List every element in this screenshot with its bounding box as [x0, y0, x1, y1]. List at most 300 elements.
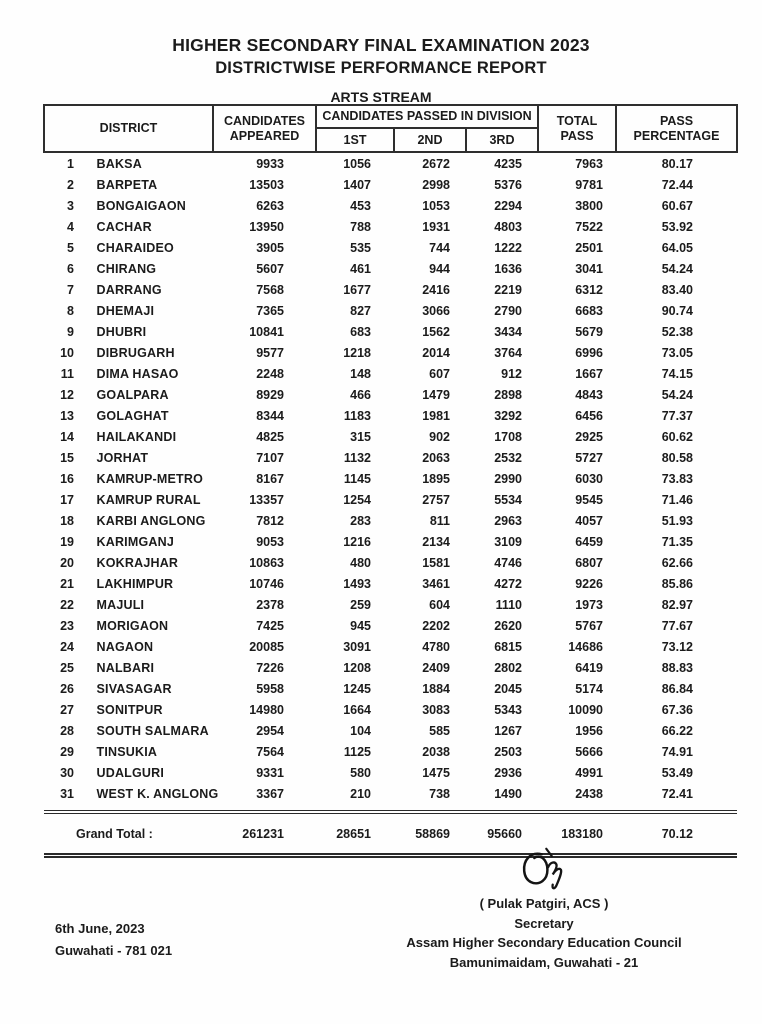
appeared-value: 10841	[249, 324, 284, 339]
table-row	[44, 720, 737, 741]
district-name: SONITPUR	[96, 702, 163, 717]
appeared-value: 3367	[256, 786, 284, 801]
total-pass-value: 3800	[575, 198, 603, 213]
second-division-value: 2416	[422, 282, 450, 297]
district-cell	[44, 468, 213, 489]
third-division-value: 3109	[494, 534, 522, 549]
row-number: 19	[60, 534, 74, 549]
pass-percentage-value: 83.40	[661, 282, 693, 297]
third-division-value: 1708	[494, 429, 522, 444]
total-pass-value: 3041	[575, 261, 603, 276]
district-name: UDALGURI	[96, 765, 165, 780]
district-name: KOKRAJHAR	[96, 555, 179, 570]
district-name: CHIRANG	[96, 261, 157, 276]
second-division-value: 1562	[422, 324, 450, 339]
appeared-value: 7226	[256, 660, 284, 675]
total-pass-value: 10090	[568, 702, 603, 717]
appeared-value: 14980	[249, 702, 284, 717]
pass-percentage-value: 66.22	[661, 723, 693, 738]
total-pass-value: 2925	[575, 429, 603, 444]
second-division-value: 1053	[422, 198, 450, 213]
table-row	[44, 678, 737, 699]
district-name: JORHAT	[96, 450, 149, 465]
second-division-value: 738	[429, 786, 450, 801]
grand-total-third: 95660	[466, 812, 538, 856]
total-pass-value: 2501	[575, 240, 603, 255]
table-header	[44, 105, 737, 152]
third-division-value: 2898	[494, 387, 522, 402]
district-cell	[44, 573, 213, 594]
district-cell	[44, 363, 213, 384]
district-cell	[44, 552, 213, 573]
pass-percentage-value: 74.15	[661, 366, 693, 381]
appeared-value: 9577	[256, 345, 284, 360]
table-row	[44, 342, 737, 363]
third-division-value: 3764	[494, 345, 522, 360]
table-row	[44, 195, 737, 216]
district-name: WEST K. ANGLONG	[96, 786, 219, 801]
first-division-value: 104	[350, 723, 371, 738]
total-pass-value: 5174	[575, 681, 603, 696]
third-division-value: 6815	[494, 639, 522, 654]
appeared-value: 2248	[256, 366, 284, 381]
row-number: 30	[60, 765, 74, 780]
third-division-value: 4803	[494, 219, 522, 234]
pass-percentage-value: 86.84	[661, 681, 693, 696]
first-division-value: 827	[350, 303, 371, 318]
appeared-value: 8167	[256, 471, 284, 486]
district-cell	[44, 216, 213, 237]
district-name: BARPETA	[96, 177, 158, 192]
table-row	[44, 258, 737, 279]
second-division-value: 2409	[422, 660, 450, 675]
district-cell	[44, 678, 213, 699]
table-body	[44, 152, 737, 812]
row-number: 22	[60, 597, 74, 612]
first-division-value: 259	[350, 597, 371, 612]
first-division-value: 148	[350, 366, 371, 381]
row-number: 26	[60, 681, 74, 696]
first-division-value: 1493	[343, 576, 371, 591]
grand-total-appeared: 261231	[213, 812, 316, 856]
table-row	[44, 426, 737, 447]
report-header	[0, 0, 762, 105]
district-name: DARRANG	[96, 282, 162, 297]
third-division-value: 2532	[494, 450, 522, 465]
first-division-value: 535	[350, 240, 371, 255]
appeared-value: 7564	[256, 744, 284, 759]
third-division-value: 2936	[494, 765, 522, 780]
row-number: 6	[67, 261, 74, 276]
district-cell	[44, 699, 213, 720]
first-division-value: 1407	[343, 177, 371, 192]
table-row	[44, 699, 737, 720]
third-division-value: 5376	[494, 177, 522, 192]
table-row	[44, 468, 737, 489]
district-name: HAILAKANDI	[96, 429, 177, 444]
total-pass-value: 9226	[575, 576, 603, 591]
district-name: BAKSA	[96, 156, 142, 171]
total-pass-value: 5727	[575, 450, 603, 465]
pass-percentage-value: 74.91	[661, 744, 693, 759]
second-division-value: 2757	[422, 492, 450, 507]
third-division-value: 1490	[494, 786, 522, 801]
total-pass-value: 7963	[575, 156, 603, 171]
district-name: DHUBRI	[96, 324, 147, 339]
report-title: HIGHER SECONDARY FINAL EXAMINATION 2023	[172, 35, 590, 55]
total-pass-value: 6419	[575, 660, 603, 675]
total-pass-value: 4991	[575, 765, 603, 780]
stream-title: ARTS STREAM	[330, 89, 432, 105]
table-row	[44, 594, 737, 615]
total-pass-value: 5767	[575, 618, 603, 633]
second-division-value: 811	[429, 513, 450, 528]
district-name: KAMRUP-METRO	[96, 471, 204, 486]
pass-percentage-value: 60.67	[661, 198, 693, 213]
appeared-value: 2378	[256, 597, 284, 612]
pass-percentage-value: 53.92	[661, 219, 693, 234]
total-pass-value: 6030	[575, 471, 603, 486]
pass-percentage-value: 88.83	[661, 660, 693, 675]
row-number: 5	[67, 240, 74, 255]
third-division-value: 2503	[494, 744, 522, 759]
first-division-value: 1664	[343, 702, 371, 717]
total-pass-value: 6312	[575, 282, 603, 297]
total-pass-value: 6807	[575, 555, 603, 570]
total-pass-value: 1973	[575, 597, 603, 612]
district-cell	[44, 279, 213, 300]
third-division-value: 2620	[494, 618, 522, 633]
pass-percentage-value: 71.46	[661, 492, 693, 507]
appeared-value: 20085	[249, 639, 284, 654]
district-cell	[44, 405, 213, 426]
district-name: NALBARI	[96, 660, 155, 675]
row-number: 10	[60, 345, 74, 360]
total-pass-value: 1667	[575, 366, 603, 381]
second-division-value: 3066	[422, 303, 450, 318]
total-pass-value: 1956	[575, 723, 603, 738]
header-division-1st: 1ST	[316, 128, 394, 152]
total-pass-value: 4057	[575, 513, 603, 528]
row-number: 20	[60, 555, 74, 570]
row-number: 11	[60, 366, 74, 381]
second-division-value: 2063	[422, 450, 450, 465]
pass-percentage-value: 71.35	[661, 534, 693, 549]
district-cell	[44, 152, 213, 174]
second-division-value: 744	[429, 240, 450, 255]
second-division-value: 585	[429, 723, 450, 738]
third-division-value: 1110	[495, 597, 522, 612]
appeared-value: 7812	[256, 513, 284, 528]
signatory-designation: Secretary	[514, 915, 574, 931]
appeared-value: 8929	[256, 387, 284, 402]
total-pass-value: 6996	[575, 345, 603, 360]
district-cell	[44, 174, 213, 195]
grand-total-percentage: 70.12	[616, 812, 737, 856]
pass-percentage-value: 51.93	[661, 513, 693, 528]
header-total-pass: TOTAL PASS	[538, 105, 616, 152]
third-division-value: 2790	[494, 303, 522, 318]
first-division-value: 1132	[343, 450, 371, 465]
row-number: 8	[67, 303, 74, 318]
first-division-value: 466	[350, 387, 371, 402]
first-division-value: 1056	[343, 156, 371, 171]
second-division-value: 2998	[422, 177, 450, 192]
district-cell	[44, 300, 213, 321]
third-division-value: 4272	[494, 576, 522, 591]
district-name: BONGAIGAON	[96, 198, 186, 213]
district-cell	[44, 510, 213, 531]
pass-percentage-value: 80.17	[661, 156, 693, 171]
third-division-value: 4746	[494, 555, 522, 570]
second-division-value: 2672	[422, 156, 450, 171]
third-division-value: 2045	[494, 681, 522, 696]
first-division-value: 1183	[343, 408, 371, 423]
pass-percentage-value: 85.86	[661, 576, 693, 591]
row-number: 15	[60, 450, 74, 465]
table-row	[44, 741, 737, 762]
first-division-value: 210	[350, 786, 371, 801]
pass-percentage-value: 54.24	[661, 261, 693, 276]
grand-total-label: Grand Total :	[44, 812, 213, 856]
table-row	[44, 363, 737, 384]
district-name: MORIGAON	[96, 618, 169, 633]
district-name: NAGAON	[96, 639, 154, 654]
second-division-value: 944	[429, 261, 450, 276]
table-row	[44, 279, 737, 300]
table-row	[44, 300, 737, 321]
second-division-value: 1895	[422, 471, 450, 486]
second-division-value: 2202	[422, 618, 450, 633]
first-division-value: 1216	[343, 534, 371, 549]
row-number: 1	[67, 156, 74, 171]
second-division-value: 4780	[422, 639, 450, 654]
row-number: 9	[67, 324, 74, 339]
grand-total-second: 58869	[394, 812, 466, 856]
row-number: 31	[60, 786, 74, 801]
district-cell	[44, 321, 213, 342]
header-division-group: CANDIDATES PASSED IN DIVISION	[316, 105, 538, 128]
appeared-value: 9053	[256, 534, 284, 549]
total-pass-value: 6683	[575, 303, 603, 318]
appeared-value: 6263	[256, 198, 284, 213]
district-name: MAJULI	[96, 597, 145, 612]
district-cell	[44, 531, 213, 552]
third-division-value: 3292	[494, 408, 522, 423]
first-division-value: 1208	[343, 660, 371, 675]
third-division-value: 5534	[494, 492, 522, 507]
row-number: 27	[60, 702, 74, 717]
row-number: 2	[67, 177, 74, 192]
first-division-value: 283	[350, 513, 371, 528]
third-division-value: 5343	[494, 702, 522, 717]
table-row	[44, 174, 737, 195]
third-division-value: 2219	[494, 282, 522, 297]
table-row	[44, 237, 737, 258]
pass-percentage-value: 77.37	[661, 408, 693, 423]
district-cell	[44, 489, 213, 510]
district-name: KARBI ANGLONG	[96, 513, 206, 528]
district-name: DIMA HASAO	[96, 366, 179, 381]
total-pass-value: 14686	[568, 639, 603, 654]
district-name: CACHAR	[96, 219, 152, 234]
total-pass-value: 5666	[575, 744, 603, 759]
table-row	[44, 216, 737, 237]
table-row	[44, 447, 737, 468]
table-row	[44, 321, 737, 342]
district-name: SIVASAGAR	[96, 681, 172, 696]
first-division-value: 480	[350, 555, 371, 570]
appeared-value: 7568	[256, 282, 284, 297]
pass-percentage-value: 62.66	[661, 555, 693, 570]
row-number: 3	[67, 198, 74, 213]
appeared-value: 13503	[249, 177, 284, 192]
row-number: 28	[60, 723, 74, 738]
table-row	[44, 783, 737, 812]
second-division-value: 3461	[422, 576, 450, 591]
pass-percentage-value: 60.62	[661, 429, 693, 444]
row-number: 23	[60, 618, 74, 633]
appeared-value: 7107	[256, 450, 284, 465]
second-division-value: 902	[429, 429, 450, 444]
district-name: KARIMGANJ	[96, 534, 174, 549]
first-division-value: 683	[350, 324, 371, 339]
district-name: GOLAGHAT	[96, 408, 169, 423]
district-cell	[44, 762, 213, 783]
row-number: 12	[60, 387, 74, 402]
table-row	[44, 152, 737, 174]
third-division-value: 912	[501, 366, 522, 381]
second-division-value: 2038	[422, 744, 450, 759]
district-cell	[44, 720, 213, 741]
third-division-value: 4235	[494, 156, 522, 171]
table-row	[44, 552, 737, 573]
table-row	[44, 573, 737, 594]
appeared-value: 10863	[249, 555, 284, 570]
second-division-value: 1981	[422, 408, 450, 423]
district-name: CHARAIDEO	[96, 240, 174, 255]
table-row	[44, 531, 737, 552]
signatory-block	[348, 846, 740, 972]
third-division-value: 2294	[494, 198, 522, 213]
appeared-value: 4825	[256, 429, 284, 444]
third-division-value: 2990	[494, 471, 522, 486]
total-pass-value: 2438	[575, 786, 603, 801]
district-name: TINSUKIA	[96, 744, 158, 759]
third-division-value: 2802	[494, 660, 522, 675]
pass-percentage-value: 72.41	[661, 786, 693, 801]
second-division-value: 1479	[422, 387, 450, 402]
district-cell	[44, 783, 219, 812]
appeared-value: 2954	[256, 723, 284, 738]
pass-percentage-value: 52.38	[661, 324, 693, 339]
district-name: LAKHIMPUR	[96, 576, 174, 591]
second-division-value: 1931	[422, 219, 450, 234]
appeared-value: 13950	[249, 219, 284, 234]
pass-percentage-value: 80.58	[661, 450, 693, 465]
first-division-value: 1245	[343, 681, 371, 696]
report-subtitle: DISTRICTWISE PERFORMANCE REPORT	[215, 59, 547, 77]
pass-percentage-value: 77.67	[661, 618, 693, 633]
third-division-value: 2963	[494, 513, 522, 528]
total-pass-value: 9545	[575, 492, 603, 507]
row-number: 29	[60, 744, 74, 759]
pass-percentage-value: 54.24	[661, 387, 693, 402]
header-division-3rd: 3RD	[466, 128, 538, 152]
district-cell	[44, 258, 213, 279]
district-name: KAMRUP RURAL	[96, 492, 201, 507]
second-division-value: 1884	[422, 681, 450, 696]
first-division-value: 945	[350, 618, 371, 633]
pass-percentage-value: 82.97	[661, 597, 693, 612]
table-row	[44, 636, 737, 657]
district-cell	[44, 195, 213, 216]
pass-percentage-value: 73.12	[661, 639, 693, 654]
second-division-value: 2134	[422, 534, 450, 549]
third-division-value: 1222	[494, 240, 522, 255]
first-division-value: 1218	[343, 345, 371, 360]
first-division-value: 1145	[343, 471, 371, 486]
pass-percentage-value: 67.36	[661, 702, 693, 717]
second-division-value: 1581	[422, 555, 450, 570]
row-number: 24	[60, 639, 74, 654]
row-number: 21	[60, 576, 74, 591]
first-division-value: 788	[350, 219, 371, 234]
pass-percentage-value: 64.05	[661, 240, 693, 255]
district-name: DIBRUGARH	[96, 345, 175, 360]
signatory-address: Bamunimaidam, Guwahati - 21	[449, 954, 639, 970]
row-number: 7	[67, 282, 74, 297]
second-division-value: 3083	[422, 702, 450, 717]
second-division-value: 1475	[422, 765, 450, 780]
total-pass-value: 4843	[575, 387, 603, 402]
first-division-value: 1677	[343, 282, 371, 297]
table-row	[44, 615, 737, 636]
table-row	[44, 657, 737, 678]
appeared-value: 7425	[256, 618, 284, 633]
header-division-2nd: 2ND	[394, 128, 466, 152]
pass-percentage-value: 73.83	[661, 471, 693, 486]
first-division-value: 1125	[343, 744, 371, 759]
row-number: 17	[60, 492, 74, 507]
second-division-value: 607	[429, 366, 450, 381]
performance-table	[43, 104, 738, 858]
district-cell	[44, 615, 213, 636]
table-row	[44, 489, 737, 510]
appeared-value: 7365	[256, 303, 284, 318]
first-division-value: 315	[350, 429, 371, 444]
total-pass-value: 9781	[575, 177, 603, 192]
district-cell	[44, 384, 213, 405]
second-division-value: 2014	[422, 345, 450, 360]
district-cell	[44, 636, 213, 657]
row-number: 25	[60, 660, 74, 675]
pass-percentage-value: 72.44	[661, 177, 693, 192]
header-district: DISTRICT	[44, 105, 213, 152]
district-name: GOALPARA	[96, 387, 169, 402]
report-date: 6th June, 2023	[55, 921, 145, 936]
first-division-value: 453	[350, 198, 371, 213]
row-number: 16	[60, 471, 74, 486]
district-cell	[44, 657, 213, 678]
district-cell	[44, 447, 213, 468]
signature-icon	[348, 846, 740, 892]
district-cell	[44, 426, 213, 447]
district-name: DHEMAJI	[96, 303, 155, 318]
header-candidates-appeared: CANDIDATES APPEARED	[213, 105, 316, 152]
table-row	[44, 510, 737, 531]
first-division-value: 3091	[343, 639, 371, 654]
